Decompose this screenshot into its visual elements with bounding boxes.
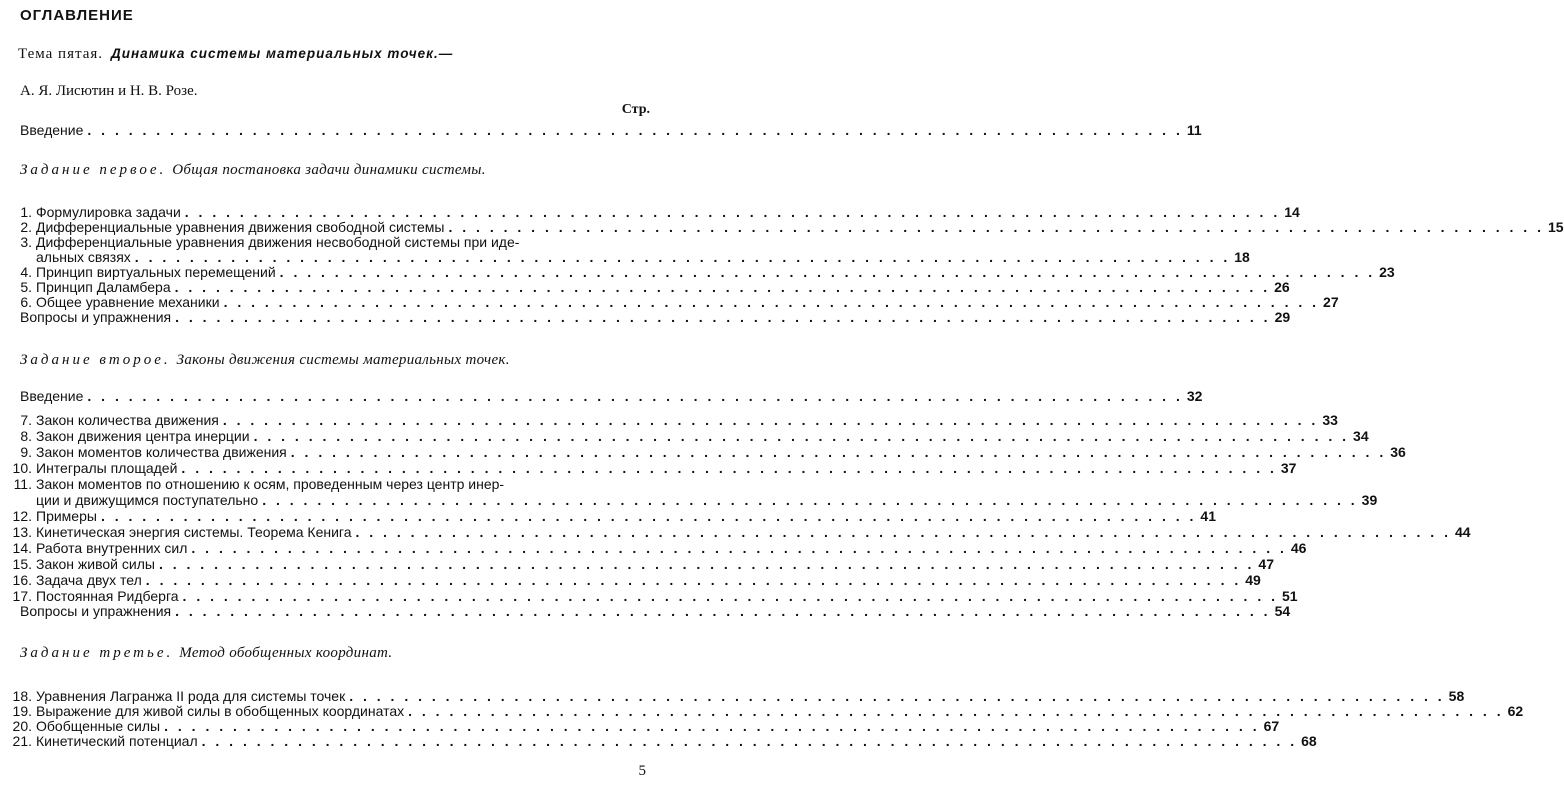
toc-entry-2: [10, 219, 1564, 235]
leader-dots: . . . . . . . . . . . . . . . . . . . . . . . . . . . . . . . . . . . . . . . . . . . . . . . . . . . . . . . . . . . . . . . . . . . . . . . . . . . . . . . .: [349, 688, 1445, 704]
entry-text: Закон количества движения: [36, 412, 219, 428]
entry-page: 29: [1274, 309, 1291, 325]
entry-text: Закон движения центра инерции: [36, 428, 250, 444]
entry-number: 17.: [12, 588, 32, 604]
toc-entry-20: [10, 718, 1280, 734]
leader-dots: . . . . . . . . . . . . . . . . . . . . . . . . . . . . . . . . . . . . . . . . . . . . . . . . . . . . . . . . . . . . . . . . . . . . . . . . . . . . . . . .: [164, 718, 1260, 734]
leader-dots: . . . . . . . . . . . . . . . . . . . . . . . . . . . . . . . . . . . . . . . . . . . . . . . . . . . . . . . . . . . . . . . . . . . . . . . . . . . . . . . .: [184, 204, 1281, 220]
page-heading: ОГЛАВЛЕНИЕ: [20, 7, 134, 24]
entry-text: Кинетический потенциал: [36, 733, 198, 749]
entry-number: 11.: [13, 476, 32, 492]
toc-entry-16: [10, 572, 1261, 588]
leader-dots: . . . . . . . . . . . . . . . . . . . . . . . . . . . . . . . . . . . . . . . . . . . . . . . . . . . . . . . . . . . . . . . . . . . . . . . . . . . . . . . .: [174, 279, 1271, 295]
theme-line: [18, 46, 453, 63]
leader-dots: . . . . . . . . . . . . . . . . . . . . . . . . . . . . . . . . . . . . . . . . . . . . . . . . . . . . . . . . . . . . . . . . . . . . . . . . . . . . . . . .: [145, 572, 1242, 588]
toc-entry-intro: [20, 122, 1202, 138]
entry-text-continued: ции и движущимся поступательно: [36, 492, 259, 508]
entry-text: Закон моментов по отношению к осям, проведенным через центр инер-: [36, 476, 505, 492]
entry-page: 51: [1282, 588, 1298, 604]
toc-entry-21: [10, 733, 1317, 749]
entry-page: 23: [1379, 264, 1395, 280]
entry-page: 18: [1234, 249, 1250, 265]
toc-entry-10: [10, 460, 1297, 476]
leader-dots: . . . . . . . . . . . . . . . . . . . . . . . . . . . . . . . . . . . . . . . . . . . . . . . . . . . . . . . . . . . . . . . . . . . . . . . . . . . . . . . .: [158, 556, 1255, 572]
entry-number: 15.: [12, 556, 32, 572]
toc-entry-1: [10, 204, 1300, 220]
entry-number: 7.: [20, 412, 32, 428]
toc-entry-13: [10, 524, 1471, 540]
leader-dots: . . . . . . . . . . . . . . . . . . . . . . . . . . . . . . . . . . . . . . . . . . . . . . . . . . . . . . . . . . . . . . . . . . . . . . . . . . . . . . . .: [290, 444, 1387, 460]
toc-entry-5: [10, 279, 1290, 295]
task-label: Задание третье.: [20, 645, 174, 661]
leader-dots: . . . . . . . . . . . . . . . . . . . . . . . . . . . . . . . . . . . . . . . . . . . . . . . . . . . . . . . . . . . . . . . . . . . . . . . . . . . . . . . .: [87, 122, 1183, 138]
toc-entry-19: [10, 703, 1524, 719]
toc-entry-12: [10, 508, 1216, 524]
leader-dots: . . . . . . . . . . . . . . . . . . . . . . . . . . . . . . . . . . . . . . . . . . . . . . . . . . . . . . . . . . . . . . . . . . . . . . . . . . . . . . . .: [223, 294, 1320, 310]
theme-label: Тема пятая.: [18, 46, 104, 62]
entry-number: 20.: [12, 718, 32, 734]
toc-entry-15: [10, 556, 1274, 572]
entry-text: Постоянная Ридберга: [36, 588, 179, 604]
entry-page: 68: [1301, 733, 1317, 749]
entry-text: Интегралы площадей: [36, 460, 178, 476]
entry-text: Вопросы и упражнения: [20, 603, 172, 619]
entry-page: 58: [1448, 688, 1465, 704]
entry-number: 6.: [20, 294, 32, 310]
toc-entry-8: [10, 428, 1369, 444]
entry-text: Введение: [20, 122, 84, 138]
task1-title: [20, 162, 486, 179]
entry-page: 62: [1507, 703, 1524, 719]
entry-number: 13.: [12, 524, 32, 540]
entry-text: Примеры: [36, 508, 97, 524]
toc-entry-11-cont: [36, 492, 1378, 508]
entry-page: 41: [1200, 508, 1216, 524]
toc-entry-7: [10, 412, 1338, 428]
entry-text: Обобщенные силы: [36, 718, 161, 734]
entry-page: 46: [1290, 540, 1307, 556]
leader-dots: . . . . . . . . . . . . . . . . . . . . . . . . . . . . . . . . . . . . . . . . . . . . . . . . . . . . . . . . . . . . . . . . . . . . . . . . . . . . . . . .: [175, 309, 1271, 325]
task-name: Законы движения системы материальных точек.: [176, 352, 510, 368]
entry-text: Общее уравнение механики: [36, 294, 220, 310]
entry-number: 9.: [20, 444, 32, 460]
leader-dots: . . . . . . . . . . . . . . . . . . . . . . . . . . . . . . . . . . . . . . . . . . . . . . . . . . . . . . . . . . . . . . . . . . . . . . . . . . . . . . . .: [191, 540, 1287, 556]
task-label: Задание первое.: [20, 162, 167, 178]
entry-page: 67: [1263, 718, 1280, 734]
entry-page: 36: [1390, 444, 1406, 460]
toc-entry-14: [10, 540, 1307, 556]
entry-text: Дифференциальные уравнения движения свободной системы: [36, 219, 445, 235]
toc-entry-questions-2: [20, 603, 1291, 619]
entry-text: Дифференциальные уравнения движения несвободной системы при иде-: [36, 234, 520, 250]
entry-number: 2.: [20, 219, 32, 235]
entry-page: 26: [1274, 279, 1290, 295]
leader-dots: . . . . . . . . . . . . . . . . . . . . . . . . . . . . . . . . . . . . . . . . . . . . . . . . . . . . . . . . . . . . . . . . . . . . . . . . . . . . . . . .: [253, 428, 1350, 444]
entry-number: 21.: [12, 733, 32, 749]
entry-number: 8.: [20, 428, 32, 444]
entry-text: Задача двух тел: [36, 572, 142, 588]
toc-entry-6: [10, 294, 1339, 310]
entry-text: Введение: [20, 388, 84, 404]
entry-text: Принцип виртуальных перемещений: [36, 264, 276, 280]
leader-dots: . . . . . . . . . . . . . . . . . . . . . . . . . . . . . . . . . . . . . . . . . . . . . . . . . . . . . . . . . . . . . . . . . . . . . . . . . . . . . . . .: [262, 492, 1358, 508]
task-name: Метод обобщенных координат.: [179, 645, 393, 661]
leader-dots: . . . . . . . . . . . . . . . . . . . . . . . . . . . . . . . . . . . . . . . . . . . . . . . . . . . . . . . . . . . . . . . . . . . . . . . . . . . . . . . .: [87, 388, 1183, 404]
page-column-label: Стр.: [621, 102, 650, 117]
task-label: Задание второе.: [20, 352, 171, 368]
leader-dots: . . . . . . . . . . . . . . . . . . . . . . . . . . . . . . . . . . . . . . . . . . . . . . . . . . . . . . . . . . . . . . . . . . . . . . . . . . . . . . . .: [181, 460, 1277, 476]
task-name: Общая постановка задачи динамики системы.: [172, 162, 486, 178]
entry-page: 44: [1454, 524, 1471, 540]
entry-page: 37: [1280, 460, 1297, 476]
leader-dots: . . . . . . . . . . . . . . . . . . . . . . . . . . . . . . . . . . . . . . . . . . . . . . . . . . . . . . . . . . . . . . . . . . . . . . . . . . . . . . . .: [355, 524, 1451, 540]
entry-number: 14.: [12, 540, 32, 556]
theme-title: Динамика системы материальных точек.—: [111, 46, 454, 61]
entry-page: 15: [1547, 219, 1564, 235]
leader-dots: . . . . . . . . . . . . . . . . . . . . . . . . . . . . . . . . . . . . . . . . . . . . . . . . . . . . . . . . . . . . . . . . . . . . . . . . . . . . . . . .: [100, 508, 1197, 524]
leader-dots: . . . . . . . . . . . . . . . . . . . . . . . . . . . . . . . . . . . . . . . . . . . . . . . . . . . . . . . . . . . . . . . . . . . . . . . . . . . . . . . .: [222, 412, 1319, 428]
entry-number: 4.: [20, 264, 32, 280]
entry-page: 33: [1322, 412, 1338, 428]
entry-number: 1.: [20, 204, 32, 220]
entry-number: 10.: [12, 460, 32, 476]
entry-page: 47: [1258, 556, 1274, 572]
leader-dots: . . . . . . . . . . . . . . . . . . . . . . . . . . . . . . . . . . . . . . . . . . . . . . . . . . . . . . . . . . . . . . . . . . . . . . . . . . . . . . . .: [182, 588, 1279, 604]
toc-entry-intro-2: [20, 388, 1203, 404]
entry-text: Принцип Даламбера: [36, 279, 171, 295]
entry-text-continued: альных связях: [36, 249, 131, 265]
leader-dots: . . . . . . . . . . . . . . . . . . . . . . . . . . . . . . . . . . . . . . . . . . . . . . . . . . . . . . . . . . . . . . . . . . . . . . . . . . . . . . . .: [448, 219, 1544, 235]
entry-page: 32: [1186, 388, 1203, 404]
entry-text: Выражение для живой силы в обобщенных координатах: [36, 703, 405, 719]
entry-page: 49: [1245, 572, 1261, 588]
entry-text: Закон живой силы: [36, 556, 155, 572]
entry-number: 3.: [20, 234, 32, 250]
authors: А. Я. Лисютин и Н. В. Розе.: [20, 83, 198, 99]
toc-entry-18: [10, 688, 1465, 704]
page-number: 5: [638, 763, 646, 779]
toc-entry-9: [10, 444, 1406, 460]
toc-entry-3: [10, 234, 650, 250]
entry-number: 18.: [12, 688, 32, 704]
toc-entry-3-cont: [36, 249, 1250, 265]
entry-page: 11: [1186, 122, 1202, 138]
entry-text: Работа внутренних сил: [36, 540, 188, 556]
entry-text: Вопросы и упражнения: [20, 309, 172, 325]
task2-title: [20, 352, 510, 369]
entry-number: 19.: [12, 703, 32, 719]
leader-dots: . . . . . . . . . . . . . . . . . . . . . . . . . . . . . . . . . . . . . . . . . . . . . . . . . . . . . . . . . . . . . . . . . . . . . . . . . . . . . . . .: [201, 733, 1298, 749]
task3-title: [20, 645, 392, 662]
leader-dots: . . . . . . . . . . . . . . . . . . . . . . . . . . . . . . . . . . . . . . . . . . . . . . . . . . . . . . . . . . . . . . . . . . . . . . . . . . . . . . . .: [175, 603, 1271, 619]
entry-number: 12.: [12, 508, 32, 524]
entry-page: 14: [1284, 204, 1300, 220]
entry-number: 16.: [12, 572, 32, 588]
entry-page: 54: [1274, 603, 1291, 619]
entry-page: 34: [1353, 428, 1369, 444]
toc-entry-11: [10, 476, 650, 492]
leader-dots: . . . . . . . . . . . . . . . . . . . . . . . . . . . . . . . . . . . . . . . . . . . . . . . . . . . . . . . . . . . . . . . . . . . . . . . . . . . . . . . .: [134, 249, 1231, 265]
toc-entry-questions-1: [20, 309, 1291, 325]
entry-text: Формулировка задачи: [36, 204, 181, 220]
toc-entry-4: [10, 264, 1395, 280]
entry-page: 39: [1361, 492, 1378, 508]
leader-dots: . . . . . . . . . . . . . . . . . . . . . . . . . . . . . . . . . . . . . . . . . . . . . . . . . . . . . . . . . . . . . . . . . . . . . . . . . . . . . . . .: [279, 264, 1376, 280]
toc-entry-17: [10, 588, 1298, 604]
entry-number: 5.: [20, 279, 32, 295]
entry-text: Закон моментов количества движения: [36, 444, 287, 460]
entry-text: Уравнения Лагранжа II рода для системы точек: [36, 688, 346, 704]
entry-page: 27: [1323, 294, 1339, 310]
entry-text: Кинетическая энергия системы. Теорема Кенига: [36, 524, 352, 540]
leader-dots: . . . . . . . . . . . . . . . . . . . . . . . . . . . . . . . . . . . . . . . . . . . . . . . . . . . . . . . . . . . . . . . . . . . . . . . . . . . . . . . .: [408, 703, 1504, 719]
